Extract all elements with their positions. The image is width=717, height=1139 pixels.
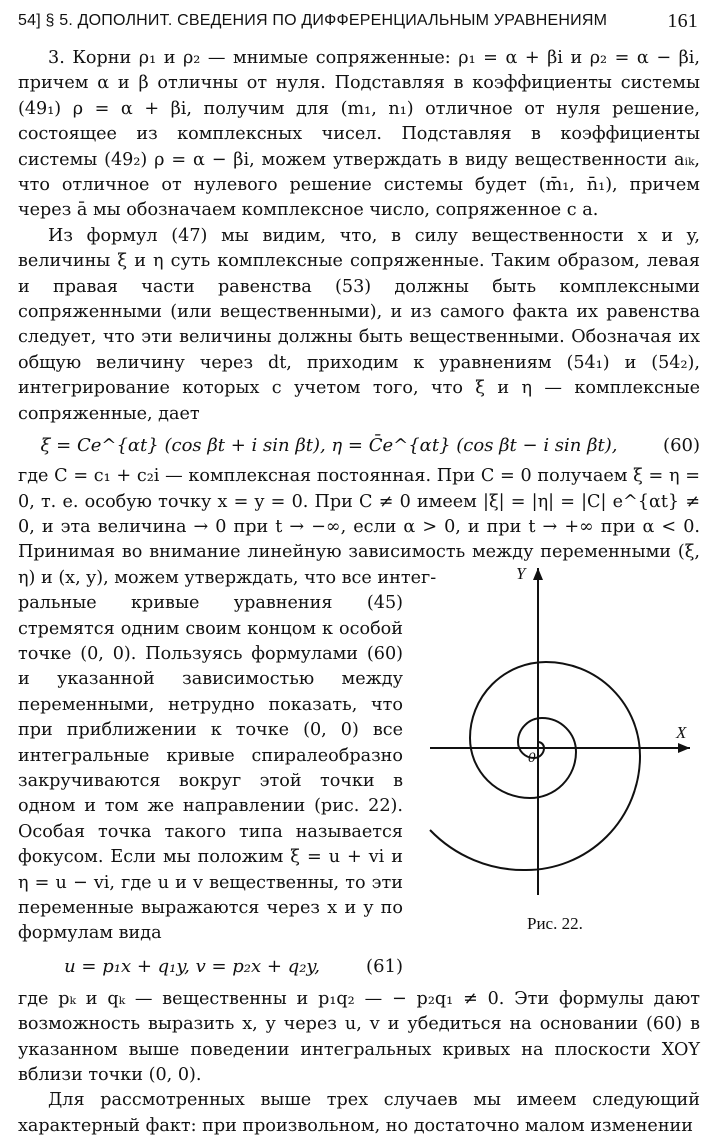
y-axis-arrow bbox=[533, 568, 543, 580]
figure-22-spiral bbox=[420, 560, 700, 940]
running-header bbox=[18, 8, 698, 34]
equation-61-number: (61) bbox=[366, 956, 403, 978]
axis-y-label: Y bbox=[516, 564, 526, 583]
paragraph-case-3: 3. Корни ρ₁ и ρ₂ — мнимые сопряженные: ρ₁ = α + βi и ρ₂ = α − βi, причем α и β отличны от нуля. Подставляя в коэффициенты системы (49₁) ρ = α + βi, получим для (m₁, n₁) отличное от нуля решение, состоящее из комплексных чисел. Подставляя в коэффициенты системы (49₂) ρ = α − βi, можем утверждать в виду вещественности aᵢₖ, что отличное от нулевого решение системы будет (m̄₁, n̄₁), причем через ā мы обозначаем комплексное число, сопряженное с a. bbox=[18, 48, 700, 221]
equation-60-number: (60) bbox=[663, 435, 700, 457]
figure-caption: Рис. 22. bbox=[527, 914, 583, 933]
axis-x-label: X bbox=[676, 723, 687, 742]
origin-label: 0 bbox=[528, 750, 536, 766]
equation-61 bbox=[18, 947, 403, 987]
spiral-diagram bbox=[420, 560, 700, 900]
equation-61-text: u = p₁x + q₁y, v = p₂x + q₂y, bbox=[64, 956, 320, 978]
x-axis-arrow bbox=[678, 743, 690, 753]
page-number: 161 bbox=[667, 9, 698, 32]
running-header-title: 54] § 5. ДОПОЛНИТ. СВЕДЕНИЯ ПО ДИФФЕРЕНЦИАЛЬНЫМ УРАВНЕНИЯМ bbox=[18, 12, 608, 29]
equation-60-text: ξ = Ce^{αt} (cos βt + i sin βt), η = C̄e^{αt} (cos βt − i sin βt), bbox=[40, 435, 618, 457]
paragraph-focus: ральные кривые уравнения (45) стремятся одним своим концом к особой точке (0, 0). Пользуясь формулами (60) и указанной зависимостью между переменными, нетрудно показать, что при приближении к точке (0, 0) все интегральные кривые спиралеобразно закручиваются вокруг этой точки в одном и том же направлении (рис. 22). Особая точка такого типа называется фокусом. Если мы положим ξ = u + vi и η = u − vi, где u и v вещественны, то эти переменные выражаются через x и y по формулам вида bbox=[18, 593, 403, 944]
equation-60 bbox=[18, 430, 700, 462]
paragraph-complex-constant: где C = c₁ + c₂i — комплексная постоянная. При C = 0 получаем ξ = η = 0, т. е. особую точку x = y = 0. При C ≠ 0 имеем |ξ| = |η| = |C| e^{αt} ≠ 0, и эта величина → 0 при t → −∞, если α > 0, и при t → +∞ при α < 0. Принимая во внимание линейную зависимость между переменными (ξ, η) и (x, y), можем утверждать, что все интег- bbox=[18, 466, 700, 588]
paragraph-real-coefficients: где pₖ и qₖ — вещественны и p₁q₂ — − p₂q₁ ≠ 0. Эти формулы дают возможность выразить x, y через u, v и убедиться на основании (60) в указанном выше поведении интегральных кривых на плоскости XOY вблизи точки (0, 0). bbox=[18, 988, 700, 1086]
paragraph-formulas-47: Из формул (47) мы видим, что, в силу вещественности x и y, величины ξ и η суть комплексные сопряженные. Таким образом, левая и правая части равенства (53) должны быть комплексными сопряженными (или вещественными), и из самого факта их равенства следует, что эти величины должны быть вещественными. Обозначая их общую величину через dt, приходим к уравнениям (54₁) и (54₂), интегрирование которых с учетом того, что ξ и η — комплексные сопряженные, дает bbox=[18, 225, 700, 424]
paragraph-characteristic-fact: Для рассмотренных выше трех случаев мы имеем следующий характерный факт: при произвольном, но достаточно малом изменении bbox=[18, 1090, 700, 1136]
